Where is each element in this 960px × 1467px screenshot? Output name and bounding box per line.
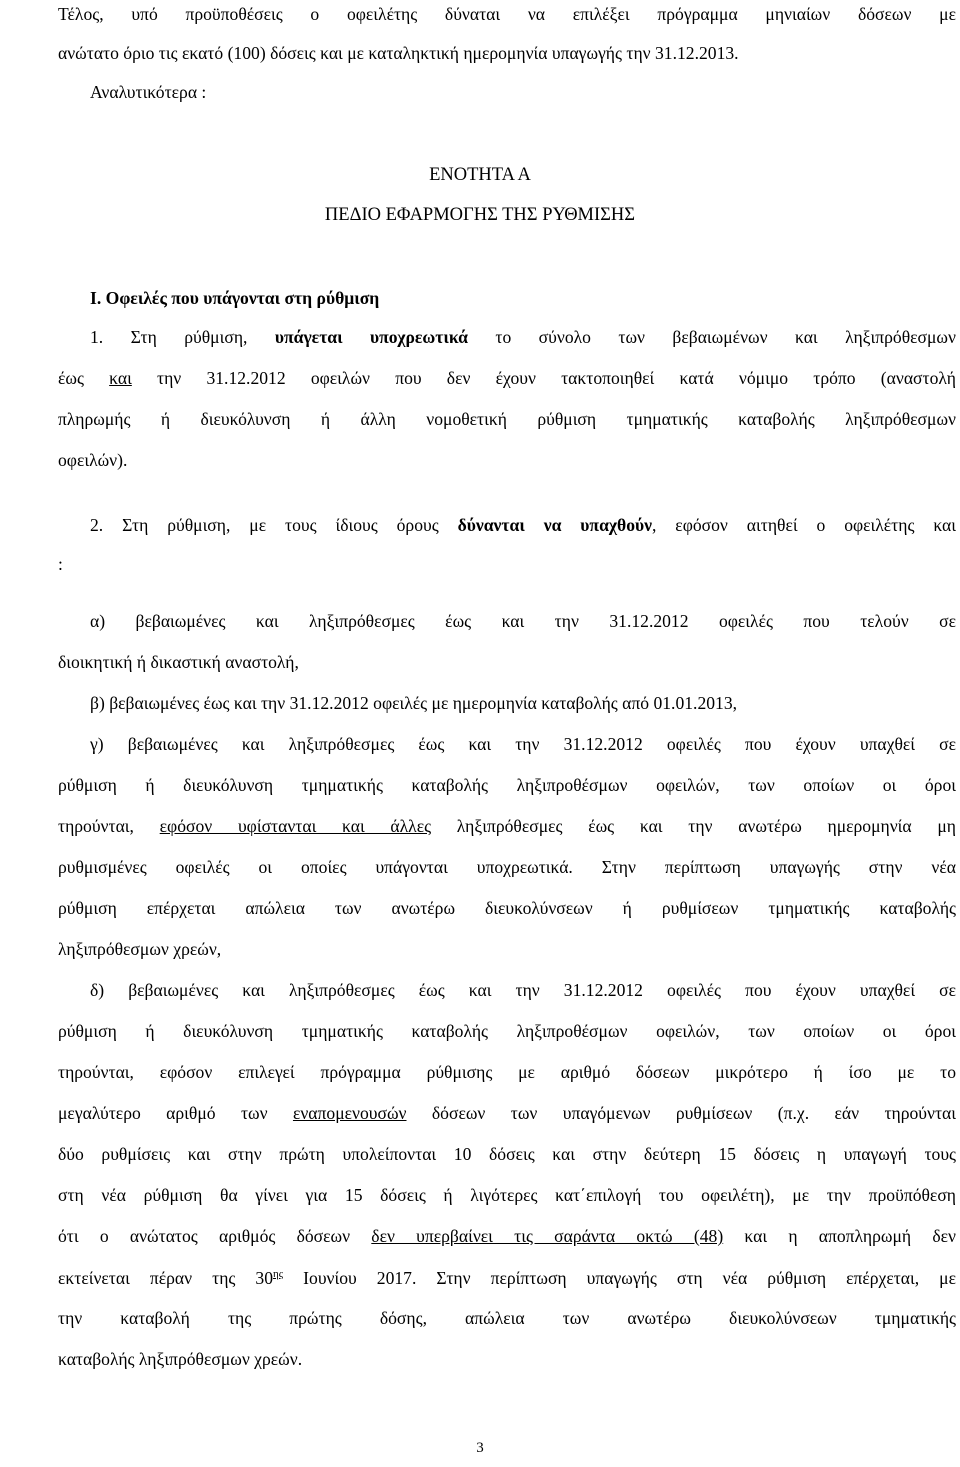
p1-line-4: οφειλών). <box>58 450 128 470</box>
item-c-line-5: ρύθμιση επέρχεται απώλεια των ανωτέρω διευκολύνσεων ή ρυθμίσεων τμηματικής καταβολής <box>58 898 956 918</box>
item-d-line-3: τηρούνται, εφόσον επιλεγεί πρόγραμμα ρύθμισης με αριθμό δόσεων μικρότερο ή ίσο με το <box>58 1062 956 1082</box>
page-number: 3 <box>476 1440 484 1456</box>
p1-line-2: έως και την 31.12.2012 οφειλών που δεν έχουν τακτοποιηθεί κατά νόμιμο τρόπο (αναστολή <box>58 368 956 388</box>
p1-line-1: 1. Στη ρύθμιση, υπάγεται υποχρεωτικά το σύνολο των βεβαιωμένων και ληξιπρόθεσμων <box>90 327 956 347</box>
item-d-line-6: στη νέα ρύθμιση θα γίνει για 15 δόσεις ή λιγότερες κατ΄επιλογή του οφειλέτη), με την προϋπόθεση <box>58 1185 956 1205</box>
superscript-ordinal: ης <box>273 1268 284 1280</box>
item-c-line-4: ρυθμισμένες οφειλές οι οποίες υπάγονται υποχρεωτικά. Στην περίπτωση υπαγωγής στην νέα <box>58 857 956 877</box>
item-d-line-10: καταβολής ληξιπρόθεσμων χρεών. <box>58 1349 303 1369</box>
p2-colon: : <box>58 554 63 574</box>
item-d-line-4: μεγαλύτερο αριθμό των εναπομενουσών δόσεων των υπαγόμενων ρυθμίσεων (π.χ. εάν τηρούνται <box>58 1103 956 1123</box>
p2-line-1: 2. Στη ρύθμιση, με τους ίδιους όρους δύνανται να υπαχθούν, εφόσον αιτηθεί ο οφειλέτης και <box>90 515 956 535</box>
section-subtitle: ΠΕΔΙΟ ΕΦΑΡΜΟΓΗΣ ΤΗΣ ΡΥΘΜΙΣΗΣ <box>324 205 636 225</box>
item-b-line-1: β) βεβαιωμένες έως και την 31.12.2012 οφειλές με ημερομηνία καταβολής από 01.01.2013, <box>90 693 738 713</box>
item-c-line-6: ληξιπρόθεσμων χρεών, <box>58 939 222 959</box>
item-c-line-1: γ) βεβαιωμένες και ληξιπρόθεσμες έως και την 31.12.2012 οφειλές που έχουν υπαχθεί σε <box>90 734 956 754</box>
item-c-line-3: τηρούνται, εφόσον υφίστανται και άλλες ληξιπρόθεσμες έως και την ανωτέρω ημερομηνία μη <box>58 816 956 836</box>
heading-i: Ι. Οφειλές που υπάγονται στη ρύθμιση <box>90 288 380 308</box>
p1-line-3: πληρωμής ή διευκόλυνση ή άλλη νομοθετική ρύθμιση τμηματικής καταβολής ληξιπρόθεσμων <box>58 409 956 429</box>
item-d-line-8: εκτείνεται πέραν της $30^{\eta\varsigma}$ Ιουνίου 2017. Στην περίπτωση υπαγωγής στη νέα ρύθμιση επέρχεται, με <box>58 1267 956 1288</box>
section-title: ΕΝΟΤΗΤΑ Α <box>429 165 531 185</box>
item-d-line-9: την καταβολή της πρώτης δόσης, απώλεια των ανωτέρω διευκολύνσεων τμηματικής <box>58 1308 956 1328</box>
intro-line-1: Τέλος, υπό προϋποθέσεις ο οφειλέτης δύναται να επιλέξει πρόγραμμα μηνιαίων δόσεων με <box>58 4 956 24</box>
item-d-line-7: ότι ο ανώτατος αριθμός δόσεων δεν υπερβαίνει τις σαράντα οκτώ (48) και η αποπληρωμή δεν <box>58 1226 956 1246</box>
item-a-line-2: διοικητική ή δικαστική αναστολή, <box>58 652 299 672</box>
item-d-line-1: δ) βεβαιωμένες και ληξιπρόθεσμες έως και την 31.12.2012 οφειλές που έχουν υπαχθεί σε <box>90 980 956 1000</box>
item-d-line-2: ρύθμιση ή διευκόλυνση τμηματικής καταβολής ληξιπροθέσμων οφειλών, των οποίων οι όροι <box>58 1021 956 1041</box>
item-c-line-2: ρύθμιση ή διευκόλυνση τμηματικής καταβολής ληξιπροθέσμων οφειλών, των οποίων οι όροι <box>58 775 956 795</box>
intro-line-3: Αναλυτικότερα : <box>90 82 207 102</box>
item-a-line-1: α) βεβαιωμένες και ληξιπρόθεσμες έως και την 31.12.2012 οφειλές που τελούν σε <box>90 611 956 631</box>
intro-line-2: ανώτατο όριο τις εκατό (100) δόσεις και με καταληκτική ημερομηνία υπαγωγής την 31.12.2013. <box>58 43 739 63</box>
item-d-line-5: δύο ρυθμίσεις και στην πρώτη υπολείπονται 10 δόσεις και στην δεύτερη 15 δόσεις η υπαγωγή τους <box>58 1144 956 1164</box>
